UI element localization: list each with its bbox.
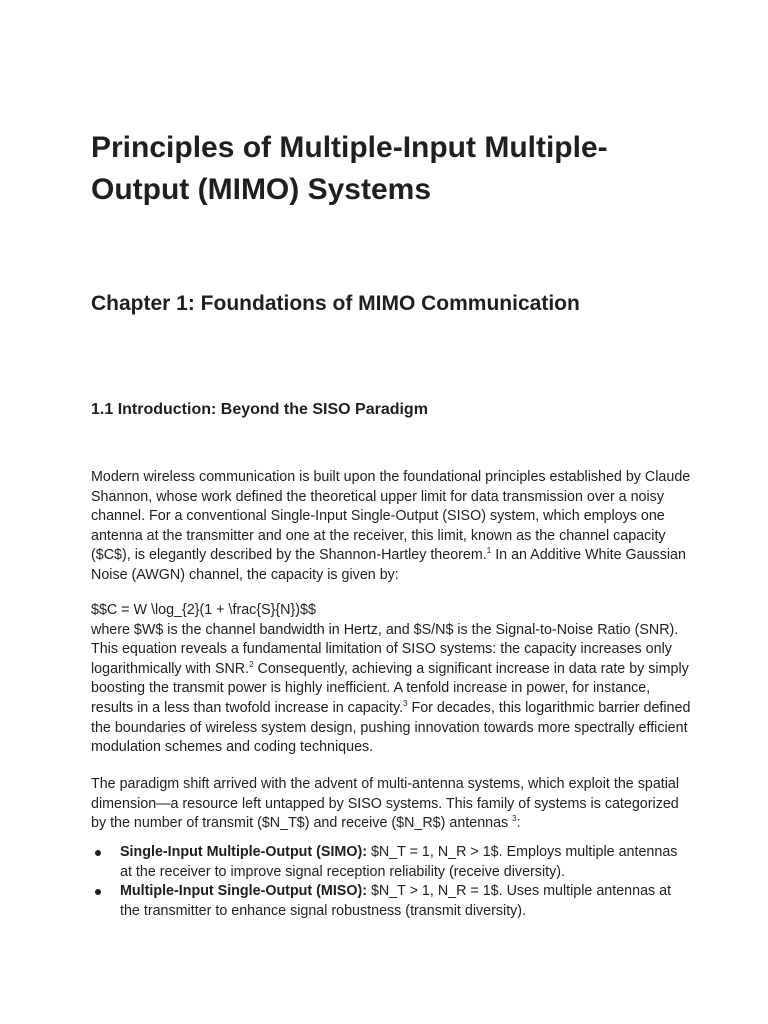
section-heading: 1.1 Introduction: Beyond the SISO Paradigm [91, 401, 428, 418]
capacity-paragraph [91, 601, 691, 758]
capacity-text-c: For decades, this logarithmic barrier defined the boundaries of wireless system design, pushing innovation towards more spectrally efficient modulation schemes and coding techniques. [91, 699, 691, 756]
footnote-ref: 2 [249, 660, 254, 670]
paradigm-text-tail: : [516, 815, 521, 832]
intro-text: Modern wireless communication is built upon the foundational principles established by Claude Shannon, whose work defined the theoretical upper limit for data transmission over a noisy channel. For a conventional Single-Input Single-Output (SISO) system, which employs one antenna at the transmitter and one at the receiver, this limit, known as the channel capacity ($C$), is elegantly described by the Shannon-Hartley theorem. [91, 469, 691, 564]
document-title: Principles of Multiple-Input Multiple-Output (MIMO) Systems [91, 131, 608, 206]
list-item [91, 882, 691, 921]
footnote-ref: 3 [512, 814, 517, 824]
paradigm-text: The paradigm shift arrived with the advent of multi-antenna systems, which exploit the spatial dimension—a resource left untapped by SISO systems. This family of systems is categorized by the number of transmit ($N_T$) and receive ($N_R$) antennas [91, 776, 680, 832]
intro-text-tail: In an Additive White Gaussian Noise (AWGN) channel, the capacity is given by: [91, 547, 686, 583]
footnote-ref: 3 [403, 699, 408, 709]
list-item-text: $N_T > 1, N_R = 1$. Uses multiple antennas at the transmitter to enhance signal robustness (transmit diversity). [120, 883, 672, 919]
bullet-icon [95, 850, 101, 856]
footnote-ref: 1 [486, 546, 492, 556]
system-types-list [91, 843, 691, 921]
bullet-icon [95, 889, 101, 895]
list-item [91, 843, 691, 882]
capacity-text-b: Consequently, achieving a significant increase in data rate by simply boosting the transmit power is highly inefficient. A tenfold increase in power, for instance, results in a less than twofold increase in capacity. [91, 660, 689, 716]
list-item-term: Single-Input Multiple-Output (SIMO): [120, 844, 367, 860]
shannon-formula: $$C = W \log_{2}(1 + \frac{S}{N})$$ [91, 602, 316, 618]
chapter-heading: Chapter 1: Foundations of MIMO Communication [91, 292, 580, 315]
list-item-term: Multiple-Input Single-Output (MISO): [120, 883, 367, 900]
paradigm-paragraph [91, 775, 691, 834]
intro-paragraph [91, 468, 691, 586]
capacity-text-a: where $W$ is the channel bandwidth in Hertz, and $S/N$ is the Signal-to-Noise Ratio (SNR). This equation reveals a fundamental limitation of SISO systems: the capacity increases only logarithmically with SNR. [91, 621, 679, 677]
list-item-text: $N_T = 1, N_R > 1$. Employs multiple antennas at the receiver to improve signal reception reliability (receive diversity). [120, 844, 678, 880]
